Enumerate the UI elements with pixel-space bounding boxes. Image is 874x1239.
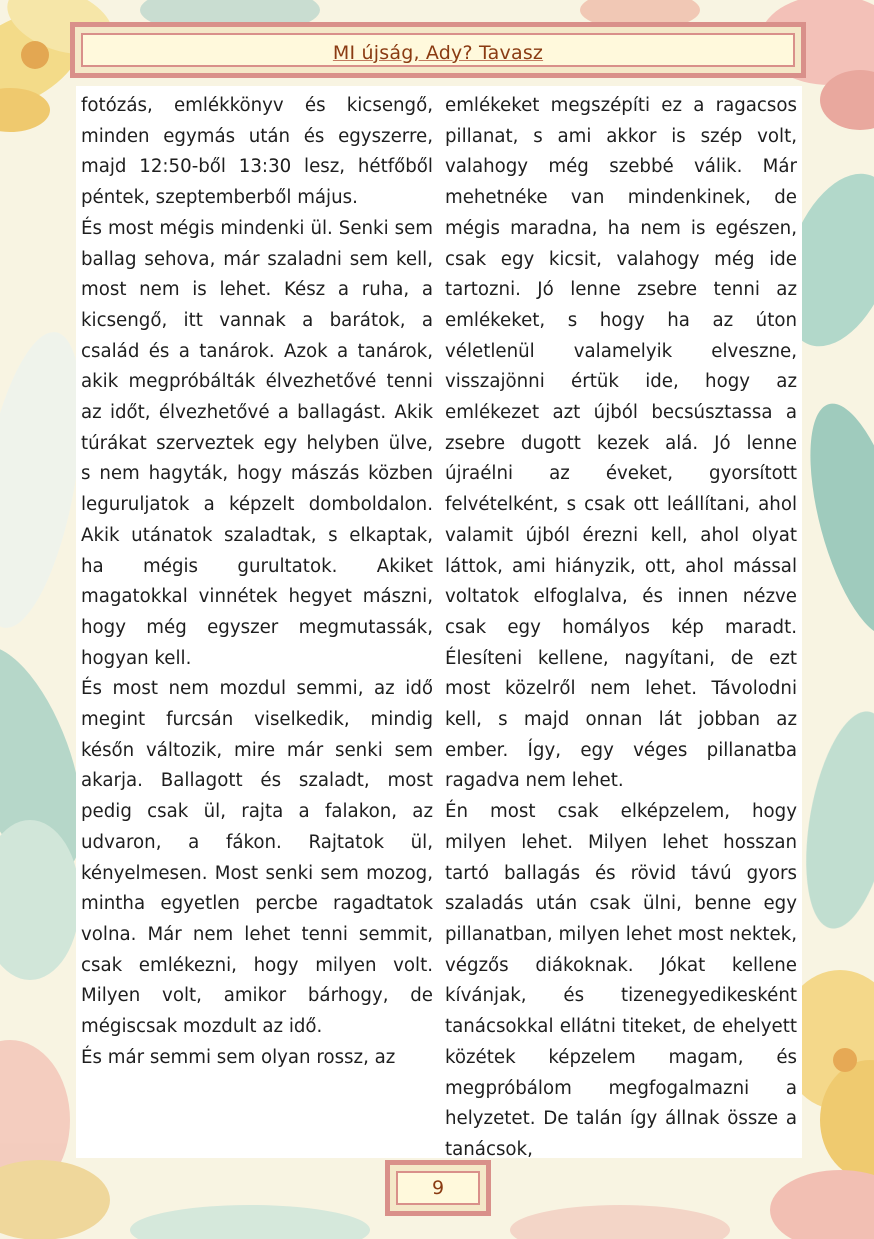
paragraph: fotózás, emlékkönyv és kicsengő, minden egymás után és egyszerre, majd 12:50-ből 13:30 lesz, hétfőből péntek, szeptemberből május. — [81, 95, 433, 209]
paragraph: Én most csak elképzelem, hogy milyen lehet. Milyen lehet hosszan tartó ballagás és rövid távú gyors szaladás után csak ülni, benne egy pillanatban, milyen lehet most nektek, végzős diákoknak. Jókat kellene kívánjak, és tizenegyedikesként tanácsokkal ellátni titeket, de ehelyett közétek képzelem magam, és megpróbálom megfogalmazni a helyzetet. De talán így állnak össze a tanácsok, — [445, 801, 797, 1158]
left-column — [81, 91, 433, 1158]
paragraph: És most mégis mindenki ül. Senki sem ballag sehova, már szaladni sem kell, most nem is lehet. Kész a ruha, a kicsengő, itt vannak a barátok, a család és a tanárok. Azok a tanárok, akik megpróbálták élvezhetővé tenni az időt, élvezhetővé a ballagást. Akik túrákat szerveztek egy helyben ülve, s nem hagyták, hogy mászás közben leguruljatok a képzelt domboldalon. Akik utánatok szaladtak, s elkaptak, ha mégis gurultatok. Akiket magatokkal vinnétek hegyet mászni, hogy még egyszer megmutassák, hogyan kell. — [81, 217, 433, 669]
page-number-frame — [385, 1160, 491, 1216]
page-number-inner — [396, 1171, 480, 1205]
header-inner — [81, 33, 795, 67]
paragraph: emlékeket megszépíti ez a ragacsos pillanat, s ami akkor is szép volt, valahogy még szebbé válik. Már mehetnéke van mindenkinek, de mégis maradna, ha nem is egészen, csak egy kicsit, valahogy még ide tartozni. Jó lenne zsebre tenni az emlékeket, s hogy ha az úton véletlenül valamelyik elveszne, visszajönni értük ide, hogy az emlékezet azt újból becsúsztassa a zsebre dugott kezek alá. Jó lenne újraélni az éveket, gyorsított felvételként, s csak ott leállítani, ahol valamit újból érezni kell, ahol olyat láttok, ami hiányzik, ott, ahol mással voltatok elfoglalva, és innen nézve csak egy homályos kép maradt. Élesíteni kellene, nagyítani, de ezt most közelről nem lehet. Távolodni kell, s majd onnan lát jobban az ember. Így, egy véges pillanatba ragadva nem lehet. — [445, 95, 797, 792]
article-body — [76, 86, 802, 1158]
paragraph: És most nem mozdul semmi, az idő megint furcsán viselkedik, mindig későn változik, mire már senki sem akarja. Ballagott és szaladt, most pedig csak ül, rajta a falakon, az udvaron, a fákon. Rajtatok ül, kényelmesen. Most senki sem mozog, mintha egyetlen percbe ragadtatok volna. Már nem lehet tenni semmit, csak emlékezni, hogy milyen volt. Milyen volt, amikor bárhogy, de mégiscsak mozdult az idő. — [81, 678, 433, 1038]
right-column — [445, 91, 797, 1158]
page-number: 9 — [431, 1177, 445, 1199]
header-frame — [70, 22, 806, 78]
page-title: MI újság, Ady? Tavasz — [332, 42, 544, 64]
paragraph: És már semmi sem olyan rossz, az — [81, 1046, 396, 1068]
